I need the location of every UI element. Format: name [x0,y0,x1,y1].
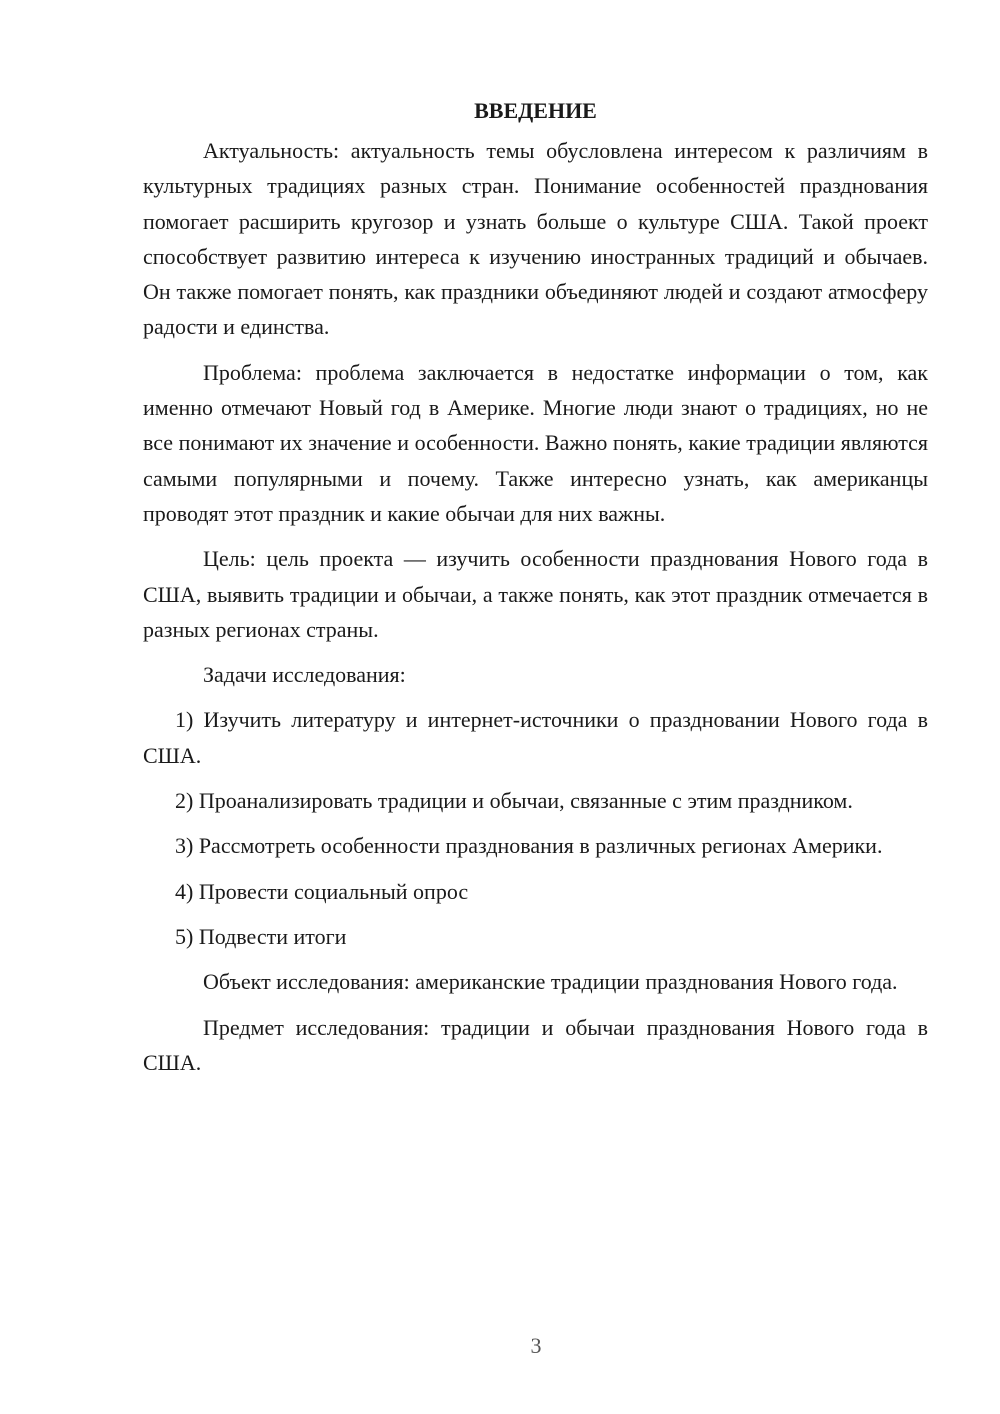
task-item-3: 3) Рассмотреть особенности празднования в различных регионах Америки. [175,833,883,859]
page-content [143,93,928,1090]
page-number: 3 [530,1333,542,1358]
relevance-paragraph: Актуальность: актуальность темы обусловлена интересом к различиям в культурных традициях разных стран. Понимание особенностей празднования помогает расширить кругозор и узнать больше о культуре США. Такой проект способствует развитию интереса к изучению иностранных традиций и обычаев. Он также помогает понять, как праздники объединяют людей и создают атмосферу радости и единства. [143,138,928,340]
tasks-title: Задачи исследования: [203,662,406,688]
section-heading: ВВЕДЕНИЕ [474,98,597,123]
problem-paragraph: Проблема: проблема заключается в недостатке информации о том, как именно отмечают Новый год в Америке. Многие люди знают о традициях, но не все понимают их значение и особенности. Важно понять, какие традиции являются самыми популярными и почему. Также интересно узнать, как американцы проводят этот праздник и какие обычаи для них важны. [143,359,928,526]
task-item-4: 4) Провести социальный опрос [175,878,469,904]
task-item-1: 1) Изучить литературу и интернет-источники о праздновании Нового года в США. [143,707,928,768]
task-item-2: 2) Проанализировать традиции и обычаи, связанные с этим праздником. [175,788,853,814]
task-item-5: 5) Подвести итоги [175,923,347,949]
object-paragraph: Объект исследования: американские традиции празднования Нового года. [203,969,898,995]
goal-paragraph: Цель: цель проекта — изучить особенности празднования Нового года в США, выявить традиции и обычаи, а также понять, как этот праздник отмечается в разных регионах страны. [143,546,928,642]
subject-paragraph: Предмет исследования: традиции и обычаи празднования Нового года в США. [143,1014,928,1075]
